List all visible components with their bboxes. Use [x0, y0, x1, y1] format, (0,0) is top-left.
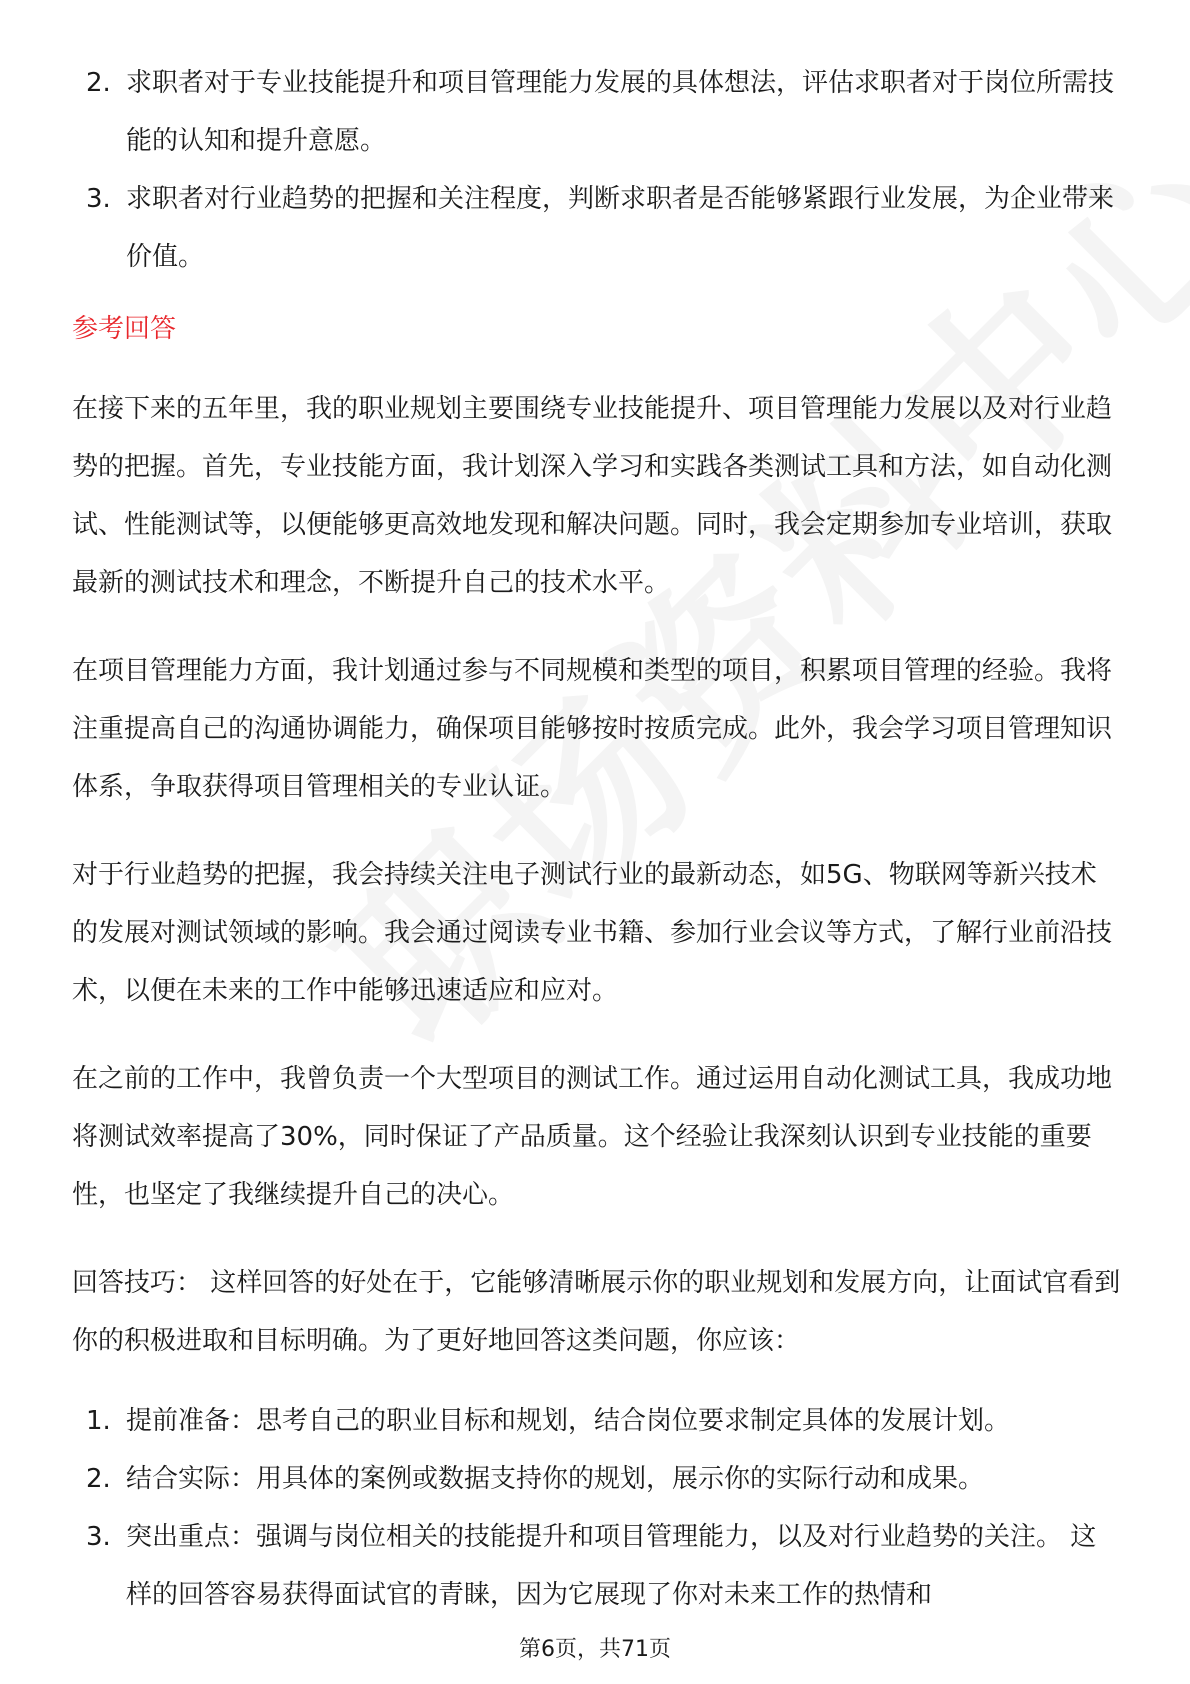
list-item: [72, 1450, 1122, 1508]
list-item-text: 突出重点：强调与岗位相关的技能提升和项目管理能力，以及对行业趋势的关注。 这样的回答容易获得面试官的青睐，因为它展现了你对未来工作的热情和: [126, 1522, 1097, 1610]
list-item-text: 求职者对行业趋势的把握和关注程度，判断求职者是否能够紧跟行业发展，为企业带来价值。: [126, 184, 1115, 272]
list-item-text: 提前准备：思考自己的职业目标和规划，结合岗位要求制定具体的发展计划。: [126, 1406, 1011, 1436]
page-footer: 第6页，共71页: [519, 1637, 671, 1662]
list-item: [72, 1392, 1122, 1450]
page-content: [72, 54, 1122, 1624]
list-item-number: 3.: [86, 184, 111, 214]
list-item: [72, 54, 1122, 170]
answer-paragraph: 在之前的工作中，我曾负责一个大型项目的测试工作。通过运用自动化测试工具，我成功地将测试效率提高了30%，同时保证了产品质量。这个经验让我深刻认识到专业技能的重要性，也坚定了我继续提升自己的决心。: [72, 1064, 1113, 1210]
list-item-number: 2.: [86, 1464, 111, 1494]
tips-list: [72, 1392, 1122, 1624]
list-item-text: 求职者对于专业技能提升和项目管理能力发展的具体想法，评估求职者对于岗位所需技能的认知和提升意愿。: [126, 68, 1115, 156]
answer-paragraph: 在接下来的五年里，我的职业规划主要围绕专业技能提升、项目管理能力发展以及对行业趋势的把握。首先，专业技能方面，我计划深入学习和实践各类测试工具和方法，如自动化测试、性能测试等，以便能够更高效地发现和解决问题。同时，我会定期参加专业培训，获取最新的测试技术和理念，不断提升自己的技术水平。: [72, 394, 1113, 598]
criteria-list: [72, 54, 1122, 286]
section-title: 参考回答: [72, 314, 177, 344]
list-item-number: 1.: [86, 1406, 111, 1436]
list-item-number: 2.: [86, 68, 111, 98]
tips-paragraph: 回答技巧： 这样回答的好处在于，它能够清晰展示你的职业规划和发展方向，让面试官看到你的积极进取和目标明确。为了更好地回答这类问题，你应该：: [72, 1268, 1121, 1356]
answer-paragraph: 对于行业趋势的把握，我会持续关注电子测试行业的最新动态，如5G、物联网等新兴技术的发展对测试领域的影响。我会通过阅读专业书籍、参加行业会议等方式，了解行业前沿技术，以便在未来的工作中能够迅速适应和应对。: [72, 860, 1113, 1006]
list-item: [72, 1508, 1122, 1624]
list-item-text: 结合实际：用具体的案例或数据支持你的规划，展示你的实际行动和成果。: [126, 1464, 985, 1494]
list-item: [72, 170, 1122, 286]
list-item-number: 3.: [86, 1522, 111, 1552]
answer-paragraph: 在项目管理能力方面，我计划通过参与不同规模和类型的项目，积累项目管理的经验。我将注重提高自己的沟通协调能力，确保项目能够按时按质完成。此外，我会学习项目管理知识体系，争取获得项目管理相关的专业认证。: [72, 656, 1113, 802]
